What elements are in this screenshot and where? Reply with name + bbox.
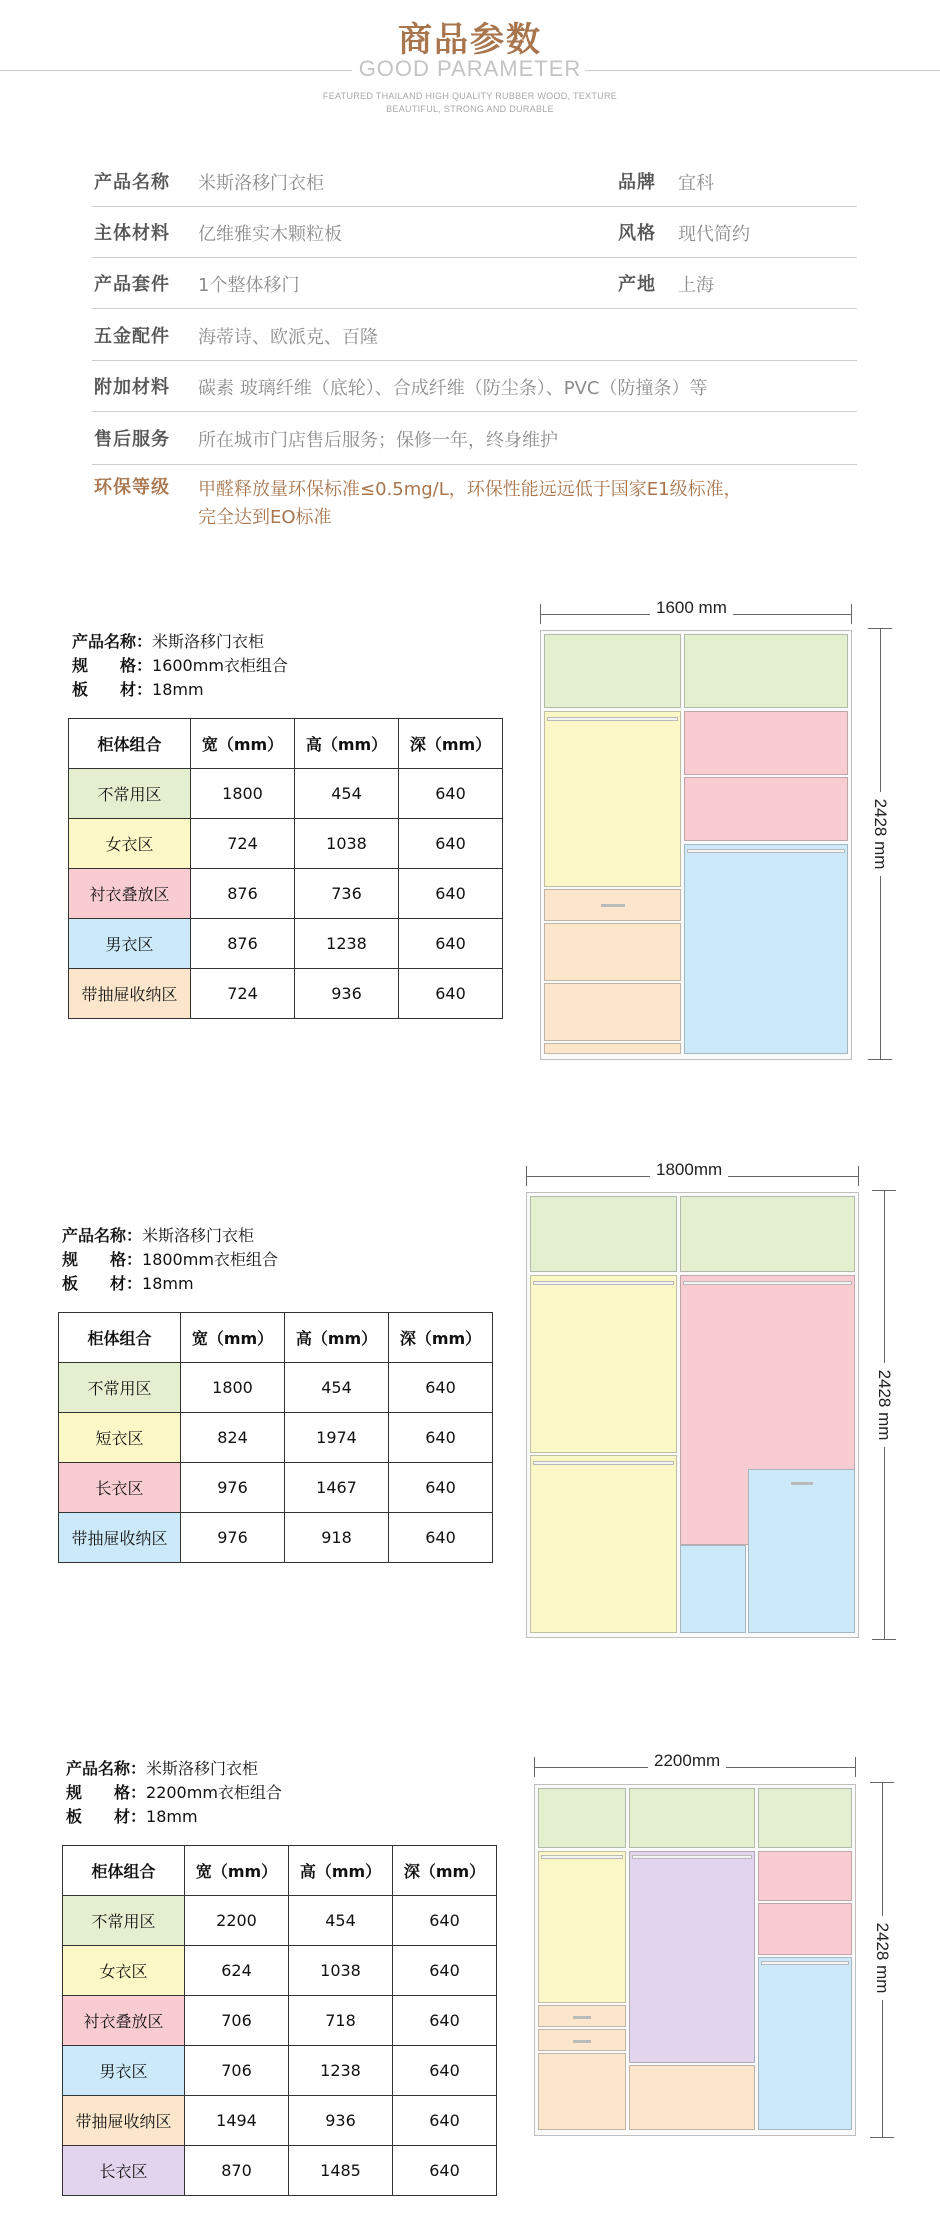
hanging-rod [632,1855,752,1859]
param-label: 五金配件 [94,326,170,347]
param-label: 售后服务 [94,429,170,450]
table-header-row: 柜体组合 宽（mm） 高（mm） 深（mm） [59,1313,493,1363]
hanging-rod [533,1461,674,1465]
zone-men [758,1957,852,2130]
zone-drawer [538,2029,626,2051]
param-value: 亿维雅实木颗粒板 [198,224,342,245]
spec-meta: 产品名称：米斯洛移门衣柜 规 格：2200mm衣柜组合 板 材：18mm [66,1759,282,1826]
zone-infrequent [680,1196,855,1272]
param-value: 现代简约 [678,224,750,245]
zone-drawer [544,1043,681,1054]
param-label: 产地 [618,274,656,295]
spec-table [62,1845,497,2196]
param-row-hardware [92,309,857,361]
zone-drawer [538,2005,626,2027]
zone-infrequent [758,1788,852,1848]
table-row: 不常用区 1800 454 640 [59,1363,493,1413]
drawer-handle [573,2040,591,2043]
dimension-tick [534,1757,535,1777]
param-value-line-2: 完全达到EO标准 [198,507,332,528]
param-label: 环保等级 [94,477,170,498]
tagline-line-1: FEATURED THAILAND HIGH QUALITY RUBBER WOOD, TEXTURE [322,91,618,101]
zone-short-clothes [530,1455,677,1633]
width-label: 1600 mm [650,598,733,618]
table-row: 男衣区 706 1238 640 [63,2046,497,2096]
dimension-tick [868,1059,892,1060]
wardrobe-diagram [534,1784,856,2136]
zone-shirt-folding [684,711,848,775]
table-row: 长衣区 976 1467 640 [59,1463,493,1513]
zone-infrequent [544,634,681,708]
zone-drawer [538,2053,626,2130]
table-header-row: 柜体组合 宽（mm） 高（mm） 深（mm） [63,1846,497,1896]
zone-short-clothes [530,1275,677,1453]
width-label: 2200mm [648,1751,726,1771]
table-row: 短衣区 824 1974 640 [59,1413,493,1463]
hanging-rod [533,1281,674,1285]
page-subtitle: GOOD PARAMETER [358,56,582,81]
table-row: 衬衣叠放区 876 736 640 [69,869,503,919]
table-row: 男衣区 876 1238 640 [69,919,503,969]
hanging-rod [541,1855,623,1859]
spec-table [68,718,503,1019]
height-label: 2428 mm [872,1916,892,2000]
table-row: 女衣区 624 1038 640 [63,1946,497,1996]
tagline-line-2: BEAUTIFUL, STRONG AND DURABLE [386,104,554,114]
dimension-tick [540,604,541,624]
zone-women [538,1851,626,2003]
param-value: 海蒂诗、欧派克、百隆 [198,327,378,348]
wardrobe-diagram [540,630,852,1060]
zone-long-clothes [629,1851,755,2063]
param-label: 产品名称 [94,172,170,193]
zone-shirt-folding [758,1903,852,1955]
param-value-line-1: 甲醛释放量环保标准≤0.5mg/L，环保性能远远低于国家E1级标准， [198,479,742,500]
table-row: 女衣区 724 1038 640 [69,819,503,869]
drawer-handle [573,2016,591,2019]
wardrobe-diagram [526,1192,859,1638]
spec-meta: 产品名称：米斯洛移门衣柜 规 格：1600mm衣柜组合 板 材：18mm [72,632,288,699]
table-row: 带抽屉收纳区 976 918 640 [59,1513,493,1563]
zone-infrequent [684,634,848,708]
table-row: 带抽屉收纳区 1494 936 640 [63,2096,497,2146]
hanging-rod [687,849,845,853]
hanging-rod [683,1281,852,1285]
zone-shirt-folding [684,777,848,841]
param-label: 风格 [618,223,656,244]
param-row-kit [92,258,857,309]
dimension-tick [868,628,892,629]
dimension-tick [872,1190,896,1191]
zone-infrequent [629,1788,755,1848]
height-label: 2428 mm [870,792,890,876]
dimension-tick [858,1166,859,1186]
hanging-rod [547,717,678,721]
zone-women [544,711,681,887]
page-title: 商品参数 [398,20,542,60]
param-value: 上海 [678,275,714,296]
zone-drawer [544,889,681,921]
param-row-eco [92,465,857,535]
spec-meta: 产品名称：米斯洛移门衣柜 规 格：1800mm衣柜组合 板 材：18mm [62,1226,278,1293]
zone-infrequent [530,1196,677,1272]
hanging-rod [761,1961,849,1965]
dimension-tick [851,604,852,624]
zone-drawer-storage [629,2065,755,2130]
table-header-row: 柜体组合 宽（mm） 高（mm） 深（mm） [69,719,503,769]
dimension-tick [526,1166,527,1186]
dimension-tick [870,1782,894,1783]
param-value: 宜科 [678,173,714,194]
zone-drawer-storage [748,1469,855,1633]
zone-infrequent [538,1788,626,1848]
param-value: 碳素 玻璃纤维（底轮）、合成纤维（防尘条）、PVC（防撞条）等 [198,378,708,399]
dimension-tick [870,2137,894,2138]
width-label: 1800mm [650,1160,728,1180]
param-row-material [92,207,857,258]
table-row: 带抽屉收纳区 724 936 640 [69,969,503,1019]
height-label: 2428 mm [874,1363,894,1447]
param-value: 米斯洛移门衣柜 [198,173,324,194]
param-value: 所在城市门店售后服务；保修一年，终身维护 [198,430,558,451]
param-row-extra [92,361,857,412]
param-row-name [92,155,857,207]
drawer-handle [791,1482,813,1485]
zone-men [684,844,848,1054]
param-label: 附加材料 [94,377,170,398]
zone-drawer [544,983,681,1041]
table-row: 衬衣叠放区 706 718 640 [63,1996,497,2046]
param-label: 品牌 [618,172,656,193]
param-row-service [92,412,857,465]
table-row: 长衣区 870 1485 640 [63,2146,497,2196]
param-label: 主体材料 [94,223,170,244]
zone-shirt-folding [758,1851,852,1901]
spec-table [58,1312,493,1563]
dimension-tick [872,1639,896,1640]
zone-drawer [544,923,681,981]
table-row: 不常用区 1800 454 640 [69,769,503,819]
dimension-tick [855,1757,856,1777]
table-row: 不常用区 2200 454 640 [63,1896,497,1946]
drawer-handle [601,904,625,907]
zone-drawer-storage [680,1545,746,1633]
param-value: 1个整体移门 [198,275,300,296]
param-label: 产品套件 [94,274,170,295]
